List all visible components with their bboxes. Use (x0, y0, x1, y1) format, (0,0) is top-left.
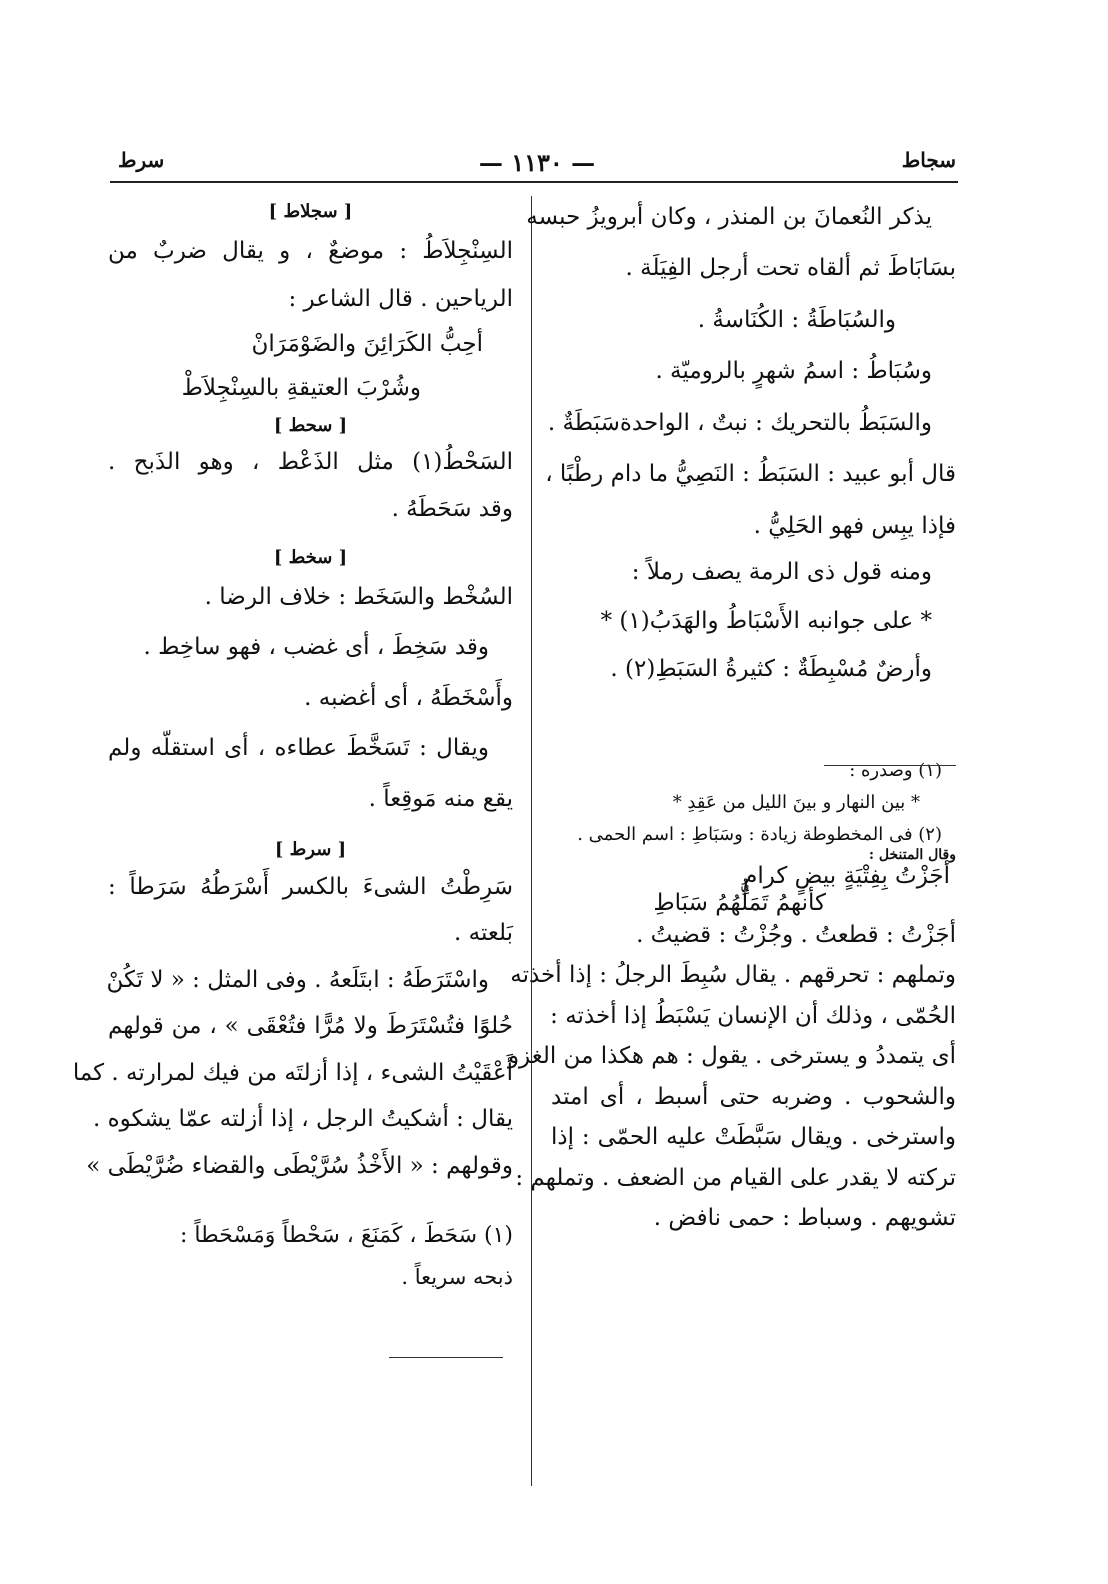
footnote: (١) سَحَطَ ، كَمَنَعَ ، سَحْطاً وَمَسْحَطاً : (180, 1223, 513, 1249)
footnote: (٢) فى المخطوطة زيادة : وسَبَاطِ : اسم الحمى . (577, 823, 942, 845)
header-right-word: سجاط (901, 148, 956, 172)
right-column (507, 196, 956, 1232)
addition-line: وتملهم : تحرقهم . يقال سُبِطَ الرجلُ : إذا أخذته (510, 962, 956, 989)
addition-verse: أجَزْتُ بِفِتْيَةٍ بيضٍ كرامٍ (743, 863, 950, 890)
footnote: (١) وصدره : (849, 760, 942, 782)
body-line: الرياحين . قال الشاعر : (288, 286, 513, 313)
addition-label: وقال المتنخل : (868, 847, 956, 864)
column-divider (531, 196, 532, 1486)
body-line: وسُبَاطُ : اسمُ شهرٍ بالروميّة . (655, 358, 932, 385)
body-line: وقد سَخِطَ ، أى غضب ، فهو ساخِط . (143, 634, 489, 661)
body-line: بَلعته . (453, 920, 513, 947)
footnote: * بين النهار و بينَ الليل من عَقِدِ * (672, 791, 920, 813)
body-line: بسَابَاطَ ثم ألقاه تحت أرجل الفِيَلَة . (625, 255, 956, 282)
page-header (118, 148, 956, 184)
body-line: واسْتَرَطَهُ : ابتَلَعهُ . وفى المثل : « لا تَكُنْ (106, 966, 489, 993)
addition-line: الحُمّى ، وذلك أن الإنسان يَسْبَطُ إذا أخذته : (550, 1002, 956, 1029)
addition-line: والشحوب . وضربه حتى أسبط ، أى امتد (551, 1083, 956, 1110)
poem-verse: أحِبُّ الكَرَائِنَ والضَوْمَرَانْ (251, 330, 483, 357)
body-line: أَعْقَيْتُ الشىء ، إذا أزلتَه من فيك لمرارته . كما (72, 1059, 513, 1086)
body-line: وقد سَحَطَهُ . (391, 495, 513, 522)
addition-line: واسترخى . ويقال سَبَّطَتْ عليه الحمّى : إذا (551, 1124, 956, 1151)
addition-line: أجَزْتُ : قطعتُ . وجُزْتُ : قضيتُ . (636, 922, 956, 949)
addition-line: تشويهم . وسباط : حمى نافض . (653, 1205, 956, 1232)
body-line: سَرِطْتُ الشىءَ بالكسر أَسْرَطُهُ سَرَطاً : (108, 874, 513, 900)
addition-line: أى يتمددُ و يسترخى . يقول : هم هكذا من الغزو (507, 1043, 956, 1070)
entry-heading: [ سرط ] (274, 839, 347, 861)
body-line: وأَسْخَطَهُ ، أى أغضبه . (304, 684, 513, 711)
entry-heading: [ سحط ] (273, 414, 348, 436)
body-line: حُلوًا فتُسْتَرَطَ ولا مُرًّا فتُعْقَى » ، من قولهم (108, 1013, 513, 1040)
body-line: يذكر النُعمانَ بن المنذر ، وكان أبرويزُ حبسه (526, 204, 932, 230)
body-line: ويقال : تَسَخَّطَ عطاءه ، أى استقلّه ولم (108, 735, 489, 762)
entry-heading: [ سخط ] (273, 547, 348, 569)
body-line: فإذا يبِس فهو الحَلِيُّ . (753, 512, 956, 539)
footnote-rule (824, 765, 956, 766)
footnote: ذبحه سريعاً . (401, 1265, 513, 1290)
body-line: السَحْطُ(١) مثل الذَعْط ، وهو الذَبح . (108, 449, 513, 476)
body-line: السِنْجِلاَطُ : موضعٌ ، و يقال ضربٌ من (108, 237, 513, 264)
entry-heading: [ سجلاط ] (268, 201, 353, 222)
addition-line: تركته لا يقدر على القيام من الضعف . وتملهم : (515, 1164, 956, 1191)
body-line: وأرضٌ مُسْبِطَةٌ : كثيرةُ السَبَطِ(٢) . (610, 655, 932, 682)
page-number: — ١١٣٠ — (478, 148, 596, 177)
poem-verse: وشُرْبَ العتيقةِ بالسِنْجِلاَطْ (181, 375, 421, 402)
footnote-rule (389, 1357, 503, 1358)
header-rule (110, 181, 958, 183)
body-line: قال أبو عبيد : السَبَطُ : النَصِيُّ ما دام رطْبًا ، (545, 461, 956, 488)
body-line: يقع منه مَوقِعاً . (368, 785, 513, 812)
body-line: يقال : أشكيتُ الرجل ، إذا أزلته عمّا يشكوه . (92, 1106, 513, 1133)
header-left-word: سرط (118, 148, 165, 172)
body-line: وقولهم : « الأَخْذُ سُرَّيْطَى والقضاء ضُرَّيْطَى » (86, 1152, 513, 1179)
body-line: والسُبَاطَةُ : الكُنَاسةُ . (697, 306, 896, 333)
left-column (72, 196, 513, 1291)
body-line: السُخْط والسَخَط : خلاف الرضا . (204, 584, 513, 611)
body-line: ومنه قول ذى الرمة يصف رملاً : (631, 559, 932, 586)
quoted-verse: * على جوانبه الأَسْبَاطُ والهَدَبُ(١) * (600, 607, 932, 634)
addition-verse: كأنهمُ تَمَلُّهُمُ سَبَاطِ (653, 889, 826, 916)
body-line: والسَبَطُ بالتحريك : نبتٌ ، الواحدةسَبَطَةٌ . (547, 409, 932, 436)
